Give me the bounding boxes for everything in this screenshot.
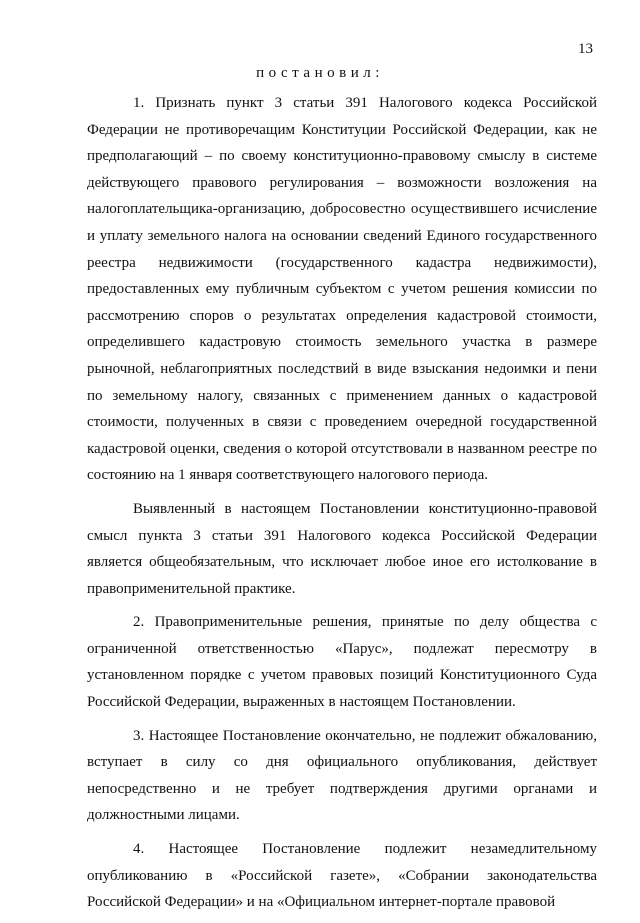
paragraph-5: 4. Настоящее Постановление подлежит незамедлительному опубликованию в «Российской газете», «Собрании законодательства Российской Федерации» и на «Официальном интернет-портале правовой: [87, 841, 597, 911]
paragraph-4: 3. Настоящее Постановление окончательно, не подлежит обжалованию, вступает в силу со дня официального опубликования, действует непосредственно и не требует подтверждения другими органами и должностными лицами.: [87, 727, 597, 824]
resolution-heading: постановил:: [256, 65, 384, 81]
paragraph-2: Выявленный в настоящем Постановлении конституционно-правовой смысл пункта 3 статьи 391 Налогового кодекса Российской Федерации является общеобязательным, что исключает любое иное его истолкование в правоприменительной практике.: [87, 500, 597, 597]
paragraph-3: 2. Правоприменительные решения, принятые по делу общества с ограниченной ответственностью «Парус», подлежат пересмотру в установленном порядке с учетом правовых позиций Конституционного Суда Российской Федерации, выраженных в настоящем Постановлении.: [87, 614, 597, 711]
document-body: [87, 90, 597, 923]
paragraph-1: 1. Признать пункт 3 статьи 391 Налогового кодекса Российской Федерации не противоречащим Конституции Российской Федерации, как не предполагающий – по своему конституционно-правовому смыслу в системе действующего правового регулирования – возможности возложения на налогоплательщика-организацию, добросовестно осуществившего исчисление и уплату земельного налога на основании сведений Единого государственного реестра недвижимости (государственного кадастра недвижимости), предоставленных ему публичным субъектом с учетом решения комиссии по рассмотрению споров о результатах определения кадастровой стоимости, определившего кадастровую стоимость земельного участка в размере рыночной, неблагоприятных последствий в виде взыскания недоимки и пени по земельному налогу, связанных с применением данных о кадастровой стоимости, полученных в связи с проведением очередной государственной кадастровой оценки, сведения о которой отсутствовали в названном реестре по состоянию на 1 января соответствующего налогового периода.: [87, 95, 597, 484]
page-number: 13: [578, 41, 593, 57]
